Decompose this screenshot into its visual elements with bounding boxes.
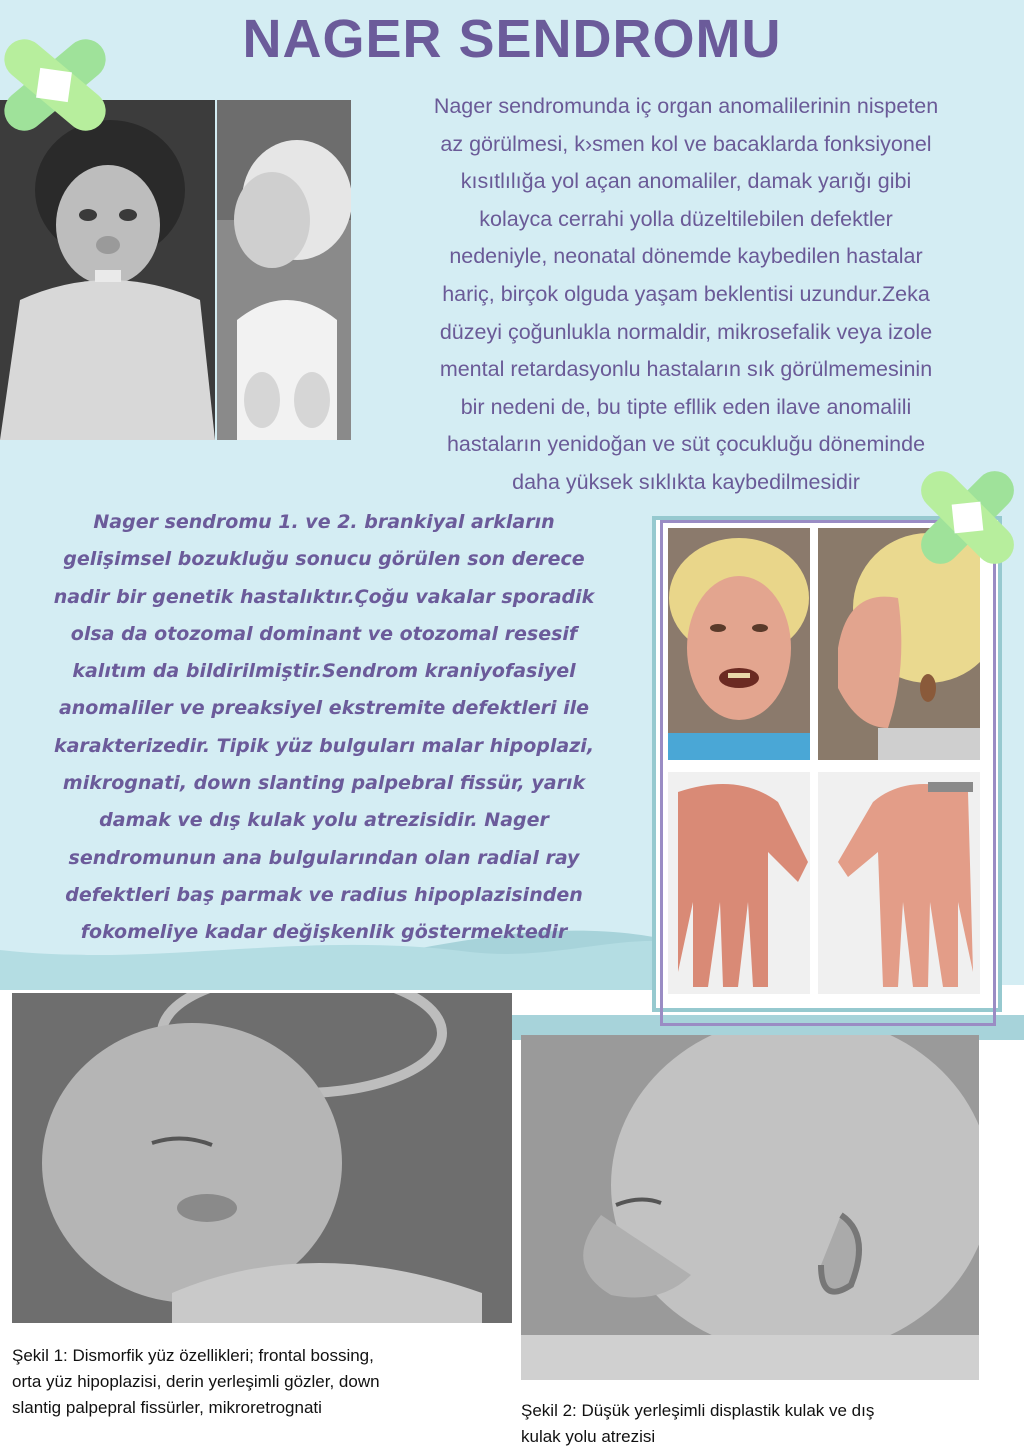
photo-child-front: [0, 100, 215, 440]
body-line: damak ve dış kulak yolu atrezisidir. Nager: [99, 809, 549, 832]
intro-line: daha yüksek sıklıkta kaybedilmesidir: [512, 469, 860, 494]
intro-line: az görülmesi, k›smen kol ve bacaklarda fonksiyonel: [440, 131, 932, 156]
intro-line: hariç, birçok olguda yaşam beklentisi uzundur.Zeka: [442, 281, 930, 306]
body-line: nadir bir genetik hastalıktır.Çoğu vakalar sporadik: [53, 585, 595, 608]
body-line: mikrognati, down slanting palpebral fissür, yarık: [62, 772, 586, 795]
caption-line: Şekil 2: Düşük yerleşimli displastik kulak ve dış: [521, 1401, 875, 1420]
body-line: defektleri baş parmak ve radius hipoplazisinden: [65, 883, 583, 906]
figure-1-caption: [12, 1343, 380, 1421]
intro-line: bir nedeni de, bu tipte efllik eden ilave anomalili: [460, 394, 912, 419]
body-line: olsa da otozomal dominant ve otozomal resesif: [70, 622, 578, 645]
intro-line: düzeyi çoğunlukla normaldir, mikrosefalik veya izole: [439, 319, 933, 344]
photo-child-profile: [217, 100, 351, 440]
body-line: sendromunun ana bulgularından olan radial ray: [68, 846, 580, 869]
caption-line: orta yüz hipoplazisi, derin yerleşimli gözler, down: [12, 1372, 380, 1391]
photo-newborn-front: [12, 993, 512, 1323]
body-line: fokomeliye kadar değişkenlik göstermektedir: [80, 921, 568, 944]
bandage-decoration-top: [0, 20, 120, 150]
bandage-decoration-right: [905, 455, 1024, 580]
photo-newborn-profile: [521, 1035, 979, 1380]
intro-line: nedeniyle, neonatal dönemde kaybedilen hastalar: [449, 244, 923, 269]
body-line: kalıtım da bildirilmiştir.Sendrom kraniyofasiyel: [72, 660, 576, 683]
intro-line: kolayca cerrahi yolla düzeltilebilen defektler: [479, 206, 893, 231]
intro-line: mental retardasyonlu hastaların sık görülmemesinin: [439, 357, 933, 382]
intro-paragraph: [360, 88, 1012, 502]
caption-line: Şekil 1: Dismorfik yüz özellikleri; frontal bossing,: [12, 1346, 374, 1365]
description-paragraph: [0, 504, 648, 952]
photo-adult-face-front: [668, 528, 810, 760]
body-line: gelişimsel bozukluğu sonucu görülen son derece: [63, 548, 585, 571]
intro-line: kısıtlılığa yol açan anomaliler, damak yarığı gibi: [460, 169, 912, 194]
caption-line: slantig palpepral fissürler, mikroretrognati: [12, 1398, 322, 1417]
body-line: karakterizedir. Tipik yüz bulguları malar hipoplazi,: [53, 734, 595, 757]
body-line: anomaliler ve preaksiyel ekstremite defektleri ile: [58, 697, 590, 720]
figure-2-caption: [521, 1398, 874, 1450]
page-title: NAGER SENDROMU: [242, 9, 782, 69]
intro-line: hastaların yenidoğan ve süt çocukluğu döneminde: [446, 432, 926, 457]
caption-line: kulak yolu atrezisi: [521, 1427, 656, 1446]
photo-right-hand: [818, 772, 980, 994]
photo-left-hand: [668, 772, 810, 994]
intro-line: Nager sendromunda iç organ anomalilerinin nispeten: [433, 94, 939, 118]
body-line: Nager sendromu 1. ve 2. brankiyal arkların: [93, 511, 555, 533]
